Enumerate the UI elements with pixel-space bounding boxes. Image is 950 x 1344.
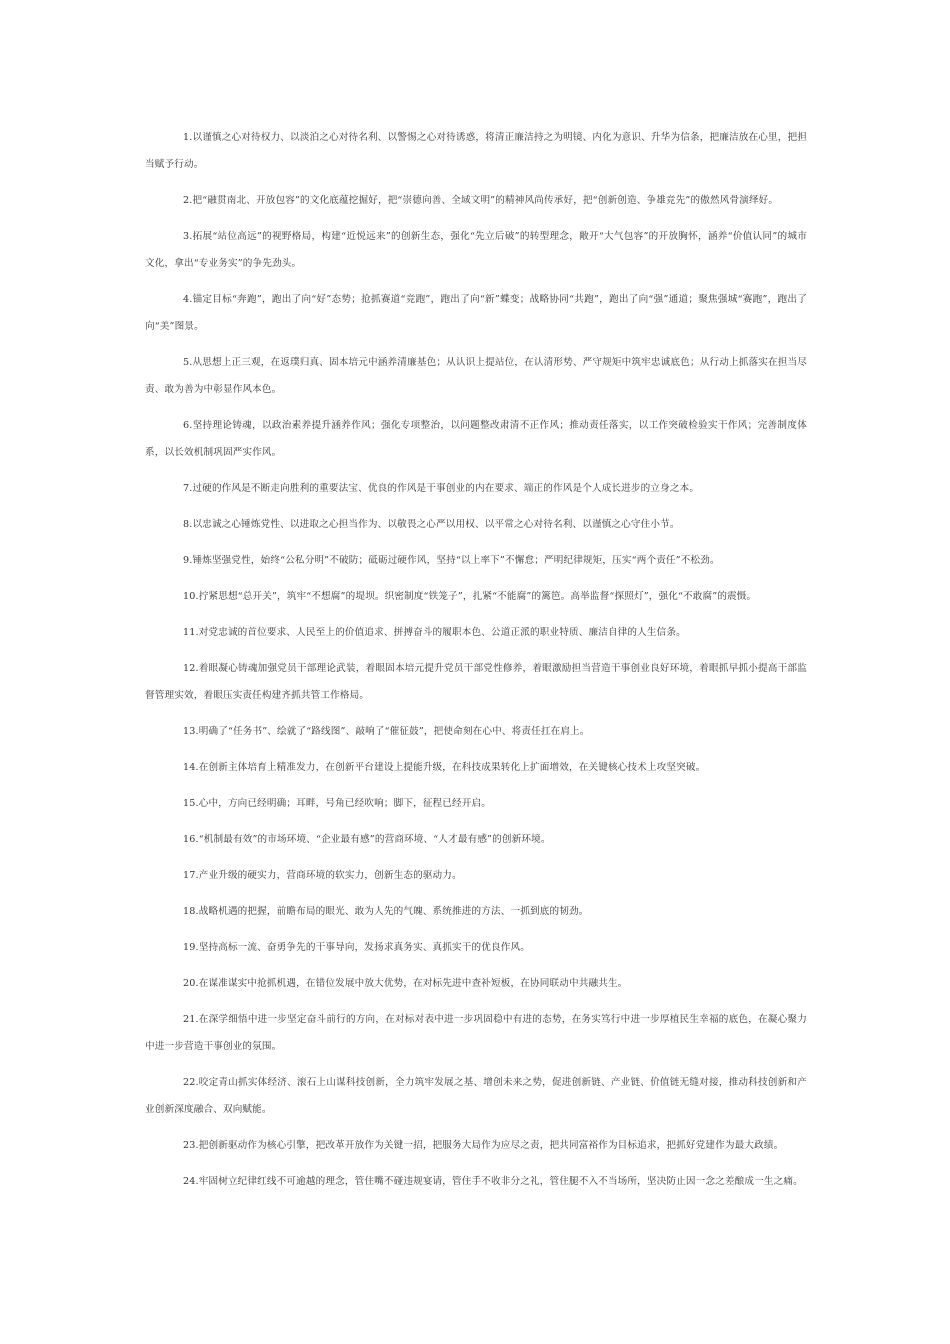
paragraph-16: 16.“机制最有效”的市场环境、“企业最有感”的营商环境、“人才最有感”的创新环境。 xyxy=(183,834,551,845)
paragraph-14: 14.在创新主体培育上精准发力，在创新平台建设上提能升级，在科技成果转化上扩面增效，在关键核心技术上攻坚突破。 xyxy=(183,762,706,773)
paragraph-15: 15.心中，方向已经明确；耳畔，号角已经吹响；脚下，征程已经开启。 xyxy=(183,798,492,809)
paragraph-19: 19.坚持高标一流、奋勇争先的干事导向，发扬求真务实、真抓实干的优良作风。 xyxy=(183,942,530,953)
paragraph-20: 20.在谋准谋实中抢抓机遇，在错位发展中放大优势，在对标先进中查补短板，在协同联动中共融共生。 xyxy=(183,978,628,989)
paragraph-9: 9.锤炼坚强党性，始终“公私分明”不破防；砥砺过硬作风，坚持“以上率下”不懈怠；严明纪律规矩，压实“两个责任”不松劲。 xyxy=(183,555,720,566)
paragraph-8: 8.以忠诚之心锤炼党性、以进取之心担当作为、以敬畏之心严以用权、以平常之心对待名利、以谨慎之心守住小节。 xyxy=(183,519,680,530)
paragraph-24: 24.牢固树立纪律红线不可逾越的理念，管住嘴不碰违规宴请，管住手不收非分之礼，管住腿不入不当场所，坚决防止因一念之差酿成一生之痛。 xyxy=(183,1176,803,1187)
paragraph-10: 10.拧紧思想“总开关”，筑牢“不想腐”的堤坝。织密制度“铁笼子”，扎紧“不能腐”的篱笆。高举监督“探照灯”，强化“不敢腐”的震慑。 xyxy=(183,591,757,602)
paragraph-11: 11.对党忠诚的首位要求、人民至上的价值追求、拼搏奋斗的履职本色、公道正派的职业特质、廉洁自律的人生信条。 xyxy=(183,627,686,638)
paragraph-2: 2.把“融贯南北、开放包容”的文化底蕴挖掘好，把“崇德向善、全域文明”的精神风尚传承好，把“创新创造、争雄竞先”的傲然风骨演绎好。 xyxy=(183,195,779,206)
paragraph-1: 1.以谨慎之心对待权力、以淡泊之心对待名利、以警惕之心对待诱惑，将清正廉洁持之为明镜、内化为意识、升华为信条，把廉洁放在心里，把担当赋予行动。 xyxy=(145,132,807,170)
paragraph-12: 12.着眼凝心铸魂加强党员干部理论武装，着眼固本培元提升党员干部党性修养，着眼激励担当营造干事创业良好环境，着眼抓早抓小提高干部监督管理实效，着眼压实责任构建齐抓共管工作格局。 xyxy=(145,663,807,701)
paragraph-5: 5.从思想上正三观，在返璞归真、固本培元中涵养清廉基色；从认识上提站位，在认清形势、严守规矩中筑牢忠诚底色；从行动上抓落实在担当尽责、敢为善为中彰显作风本色。 xyxy=(145,357,807,395)
document-body xyxy=(145,124,807,1204)
paragraph-23: 23.把创新驱动作为核心引擎，把改革开放作为关键一招，把服务大局作为应尽之责，把共同富裕作为目标追求，把抓好党建作为最大政绩。 xyxy=(183,1140,784,1151)
paragraph-7: 7.过硬的作风是不断走向胜利的重要法宝、优良的作风是干事创业的内在要求、端正的作风是个人成长进步的立身之本。 xyxy=(183,483,700,494)
paragraph-13: 13.明确了“任务书”、绘就了“路线图”、敲响了“催征鼓”，把使命刻在心中、将责任扛在肩上。 xyxy=(183,726,590,737)
paragraph-17: 17.产业升级的硬实力，营商环境的软实力，创新生态的驱动力。 xyxy=(183,870,462,881)
paragraph-21: 21.在深学细悟中进一步坚定奋斗前行的方向，在对标对表中进一步巩固稳中有进的态势，在务实笃行中进一步厚植民生幸福的底色，在凝心聚力中进一步营造干事创业的氛围。 xyxy=(145,1014,807,1052)
paragraph-3: 3.拓展“站位高远”的视野格局，构建“近悦远来”的创新生态，强化“先立后破”的转型理念，敞开“大气包容”的开放胸怀，涵养“价值认同”的城市文化，拿出“专业务实”的争先劲头。 xyxy=(145,231,807,269)
paragraph-6: 6.坚持理论铸魂，以政治素养提升涵养作风；强化专项整治，以问题整改肃清不正作风；推动责任落实，以工作突破检验实干作风；完善制度体系，以长效机制巩固严实作风。 xyxy=(145,420,807,458)
paragraph-4: 4.锚定目标“奔跑”，跑出了向“好”态势；抢抓赛道“竞跑”，跑出了向“新”蝶变；战略协同“共跑”，跑出了向“强”通道；聚焦强城“赛跑”，跑出了向“美”图景。 xyxy=(145,294,807,332)
paragraph-22: 22.咬定青山抓实体经济、滚石上山谋科技创新，全力筑牢发展之基、增创未来之势，促进创新链、产业链、价值链无缝对接，推动科技创新和产业创新深度融合、双向赋能。 xyxy=(145,1077,807,1115)
paragraph-18: 18.战略机遇的把握，前瞻布局的眼光、敢为人先的气魄、系统推进的方法、一抓到底的韧劲。 xyxy=(183,906,589,917)
